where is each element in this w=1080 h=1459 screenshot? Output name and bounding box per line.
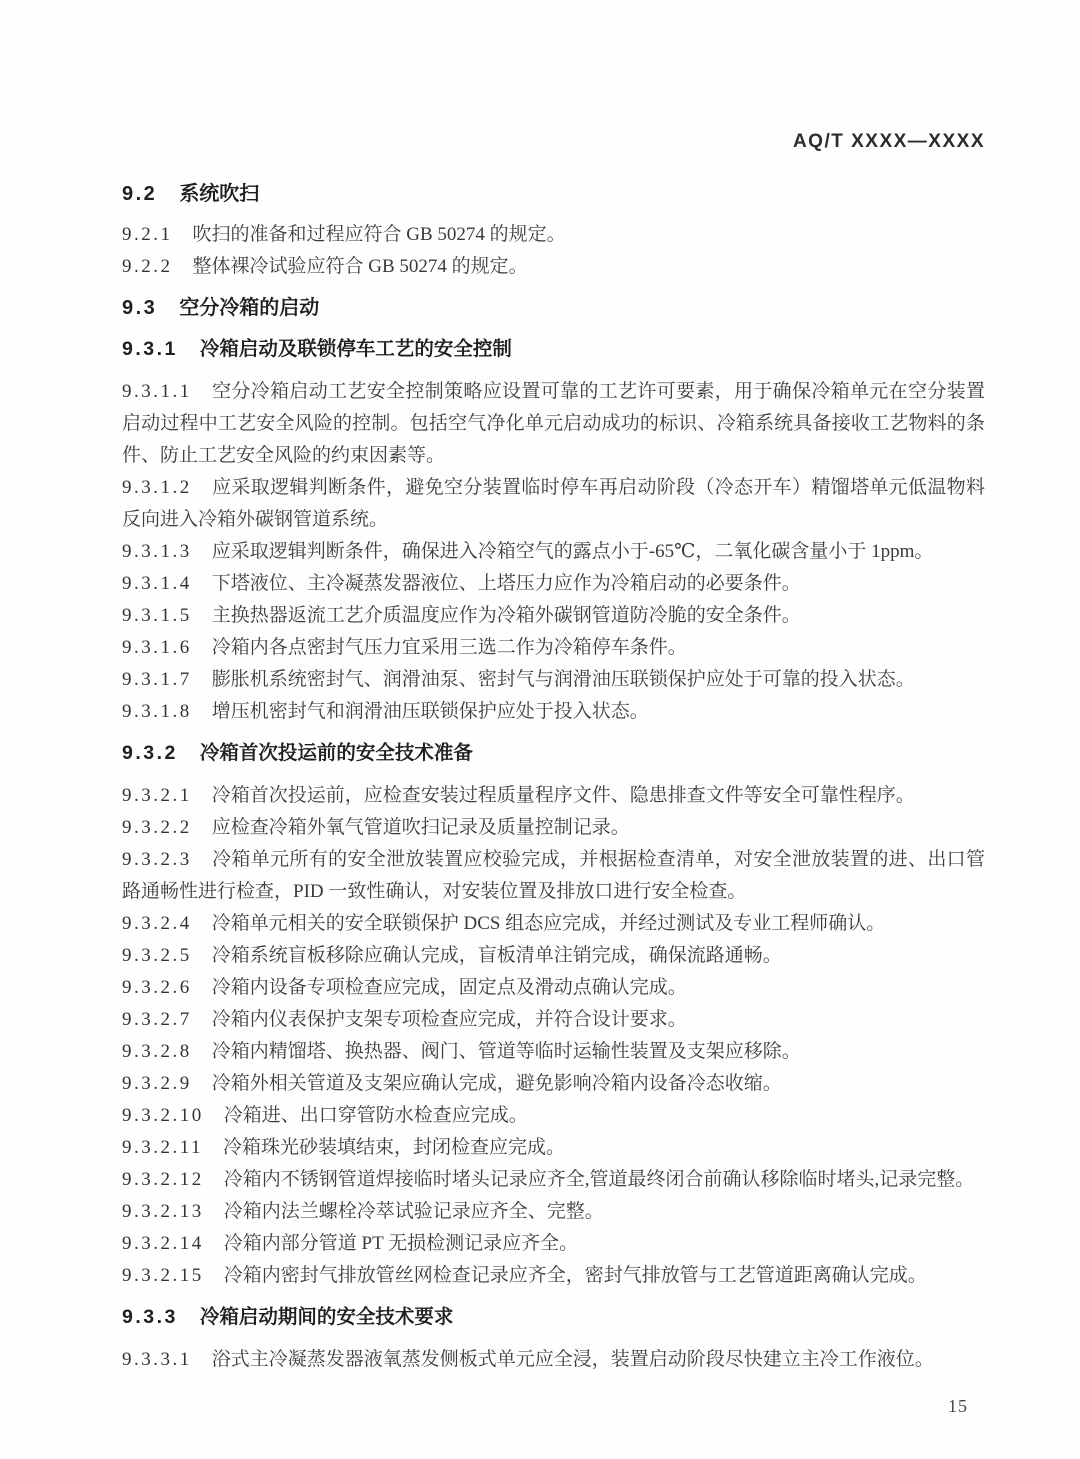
- document-footer: [122, 1396, 968, 1417]
- clause-9.3.2.14: [122, 1228, 985, 1260]
- clause-number: 9.3.2.12: [122, 1169, 204, 1190]
- clause-9.3.1.8: [122, 696, 985, 728]
- clause-number: 9.3.2.6: [122, 977, 192, 998]
- clause-9.3.3.1: [122, 1344, 985, 1376]
- clause-number: 9.3.2.11: [122, 1137, 204, 1158]
- clause-9.3.1.3: [122, 536, 985, 568]
- clause-number: 9.3.2.9: [122, 1073, 192, 1094]
- clause-text: 冷箱系统盲板移除应确认完成，盲板清单注销完成，确保流路通畅。: [211, 945, 782, 966]
- section-number: 9.2: [122, 183, 158, 205]
- section-heading-9.3.3: [122, 1301, 985, 1333]
- clause-9.3.1.5: [122, 600, 985, 632]
- clause-text: 冷箱内密封气排放管丝网检查记录应齐全，密封气排放管与工艺管道距离确认完成。: [223, 1265, 927, 1286]
- section-number: 9.3: [122, 297, 158, 319]
- clause-9.3.2.4: [122, 908, 985, 940]
- section-title: 冷箱启动及联锁停车工艺的安全控制: [199, 338, 512, 360]
- clause-text: 吹扫的准备和过程应符合 GB 50274 的规定。: [192, 224, 566, 245]
- clause-number: 9.3.2.13: [122, 1201, 204, 1222]
- clause-text: 空分冷箱启动工艺安全控制策略应设置可靠的工艺许可要素，用于确保冷箱单元在空分装置启动过程中工艺安全风险的控制。包括空气净化单元启动成功的标识、冷箱系统具备接收工艺物料的条件、防止工艺安全风险的约束因素等。: [122, 381, 985, 466]
- clause-number: 9.3.2.4: [122, 913, 192, 934]
- clause-text: 冷箱内设备专项检查应完成，固定点及滑动点确认完成。: [211, 977, 687, 998]
- section-heading-9.2: [122, 178, 985, 210]
- clause-number: 9.3.1.1: [122, 381, 192, 402]
- clause-text: 冷箱内部分管道 PT 无损检测记录应齐全。: [223, 1233, 579, 1254]
- clause-9.3.2.3: [122, 844, 985, 908]
- section-title: 冷箱启动期间的安全技术要求: [199, 1306, 454, 1328]
- clause-text: 应采取逻辑判断条件，避免空分装置临时停车再启动阶段（冷态开车）精馏塔单元低温物料反向进入冷箱外碳钢管道系统。: [122, 477, 985, 530]
- clause-text: 冷箱内不锈钢管道焊接临时堵头记录应齐全,管道最终闭合前确认移除临时堵头,记录完整。: [223, 1169, 975, 1190]
- clause-number: 9.3.2.2: [122, 817, 192, 838]
- clause-number: 9.3.1.3: [122, 541, 192, 562]
- clause-text: 应检查冷箱外氧气管道吹扫记录及质量控制记录。: [211, 817, 630, 838]
- section-heading-9.3.1: [122, 333, 985, 365]
- clause-text: 冷箱内仪表保护支架专项检查应完成，并符合设计要求。: [211, 1009, 687, 1030]
- standard-code: AQ/T XXXX—XXXX: [792, 131, 985, 152]
- clause-9.3.1.6: [122, 632, 985, 664]
- clause-text: 冷箱外相关管道及支架应确认完成，避免影响冷箱内设备冷态收缩。: [211, 1073, 782, 1094]
- clause-number: 9.3.1.2: [122, 477, 192, 498]
- clause-9.3.2.15: [122, 1260, 985, 1292]
- clause-9.3.2.13: [122, 1196, 985, 1228]
- clause-text: 冷箱单元所有的安全泄放装置应校验完成，并根据检查清单，对安全泄放装置的进、出口管路通畅性进行检查，PID 一致性确认，对安装位置及排放口进行安全检查。: [122, 849, 985, 902]
- clause-9.3.2.11: [122, 1132, 985, 1164]
- clause-text: 整体裸冷试验应符合 GB 50274 的规定。: [192, 256, 528, 277]
- clause-9.3.2.8: [122, 1036, 985, 1068]
- section-title: 空分冷箱的启动: [179, 297, 320, 319]
- clause-text: 冷箱首次投运前，应检查安装过程质量程序文件、隐患排查文件等安全可靠性程序。: [211, 785, 915, 806]
- section-number: 9.3.2: [122, 742, 178, 764]
- section-heading-9.3: [122, 292, 985, 324]
- clause-number: 9.3.1.8: [122, 701, 192, 722]
- clause-number: 9.3.2.14: [122, 1233, 204, 1254]
- clause-number: 9.3.2.5: [122, 945, 192, 966]
- clause-9.3.2.5: [122, 940, 985, 972]
- clause-text: 冷箱内各点密封气压力宜采用三选二作为冷箱停车条件。: [211, 637, 687, 658]
- clause-number: 9.3.2.3: [122, 849, 192, 870]
- clause-9.3.2.1: [122, 780, 985, 812]
- section-heading-9.3.2: [122, 737, 985, 769]
- clause-text: 冷箱珠光砂装填结束，封闭检查应完成。: [223, 1137, 566, 1158]
- document-header: [122, 131, 985, 153]
- section-number: 9.3.3: [122, 1306, 178, 1328]
- clause-text: 膨胀机系统密封气、润滑油泵、密封气与润滑油压联锁保护应处于可靠的投入状态。: [211, 669, 915, 690]
- clause-number: 9.3.1.7: [122, 669, 192, 690]
- clause-9.3.2.10: [122, 1100, 985, 1132]
- clause-number: 9.3.1.4: [122, 573, 192, 594]
- clause-number: 9.3.2.8: [122, 1041, 192, 1062]
- clause-9.3.2.6: [122, 972, 985, 1004]
- clause-9.3.1.7: [122, 664, 985, 696]
- clause-text: 主换热器返流工艺介质温度应作为冷箱外碳钢管道防冷脆的安全条件。: [211, 605, 801, 626]
- document-content: [122, 169, 985, 1376]
- clause-9.2.2: [122, 251, 985, 283]
- clause-9.3.1.1: [122, 376, 985, 472]
- clause-9.3.2.2: [122, 812, 985, 844]
- clause-text: 增压机密封气和润滑油压联锁保护应处于投入状态。: [211, 701, 649, 722]
- clause-9.2.1: [122, 219, 985, 251]
- clause-9.3.2.7: [122, 1004, 985, 1036]
- clause-9.3.2.9: [122, 1068, 985, 1100]
- clause-number: 9.2.2: [122, 256, 173, 277]
- clause-number: 9.3.2.1: [122, 785, 192, 806]
- section-number: 9.3.1: [122, 338, 178, 360]
- section-title: 系统吹扫: [179, 183, 260, 205]
- clause-text: 冷箱内精馏塔、换热器、阀门、管道等临时运输性装置及支架应移除。: [211, 1041, 801, 1062]
- clause-number: 9.2.1: [122, 224, 173, 245]
- clause-number: 9.3.2.15: [122, 1265, 204, 1286]
- clause-text: 应采取逻辑判断条件，确保进入冷箱空气的露点小于-65℃，二氧化碳含量小于 1ppm。: [211, 541, 934, 562]
- clause-text: 浴式主冷凝蒸发器液氧蒸发侧板式单元应全浸，装置启动阶段尽快建立主冷工作液位。: [211, 1349, 934, 1370]
- clause-9.3.2.12: [122, 1164, 985, 1196]
- clause-number: 9.3.3.1: [122, 1349, 192, 1370]
- clause-text: 冷箱进、出口穿管防水检查应完成。: [223, 1105, 528, 1126]
- section-title: 冷箱首次投运前的安全技术准备: [199, 742, 473, 764]
- clause-text: 下塔液位、主冷凝蒸发器液位、上塔压力应作为冷箱启动的必要条件。: [211, 573, 801, 594]
- clause-text: 冷箱内法兰螺栓冷萃试验记录应齐全、完整。: [223, 1201, 604, 1222]
- clause-9.3.1.2: [122, 472, 985, 536]
- clause-number: 9.3.2.10: [122, 1105, 204, 1126]
- page-number: 15: [948, 1396, 968, 1416]
- clause-number: 9.3.1.6: [122, 637, 192, 658]
- clause-text: 冷箱单元相关的安全联锁保护 DCS 组态应完成，并经过测试及专业工程师确认。: [211, 913, 886, 934]
- clause-number: 9.3.2.7: [122, 1009, 192, 1030]
- clause-number: 9.3.1.5: [122, 605, 192, 626]
- clause-9.3.1.4: [122, 568, 985, 600]
